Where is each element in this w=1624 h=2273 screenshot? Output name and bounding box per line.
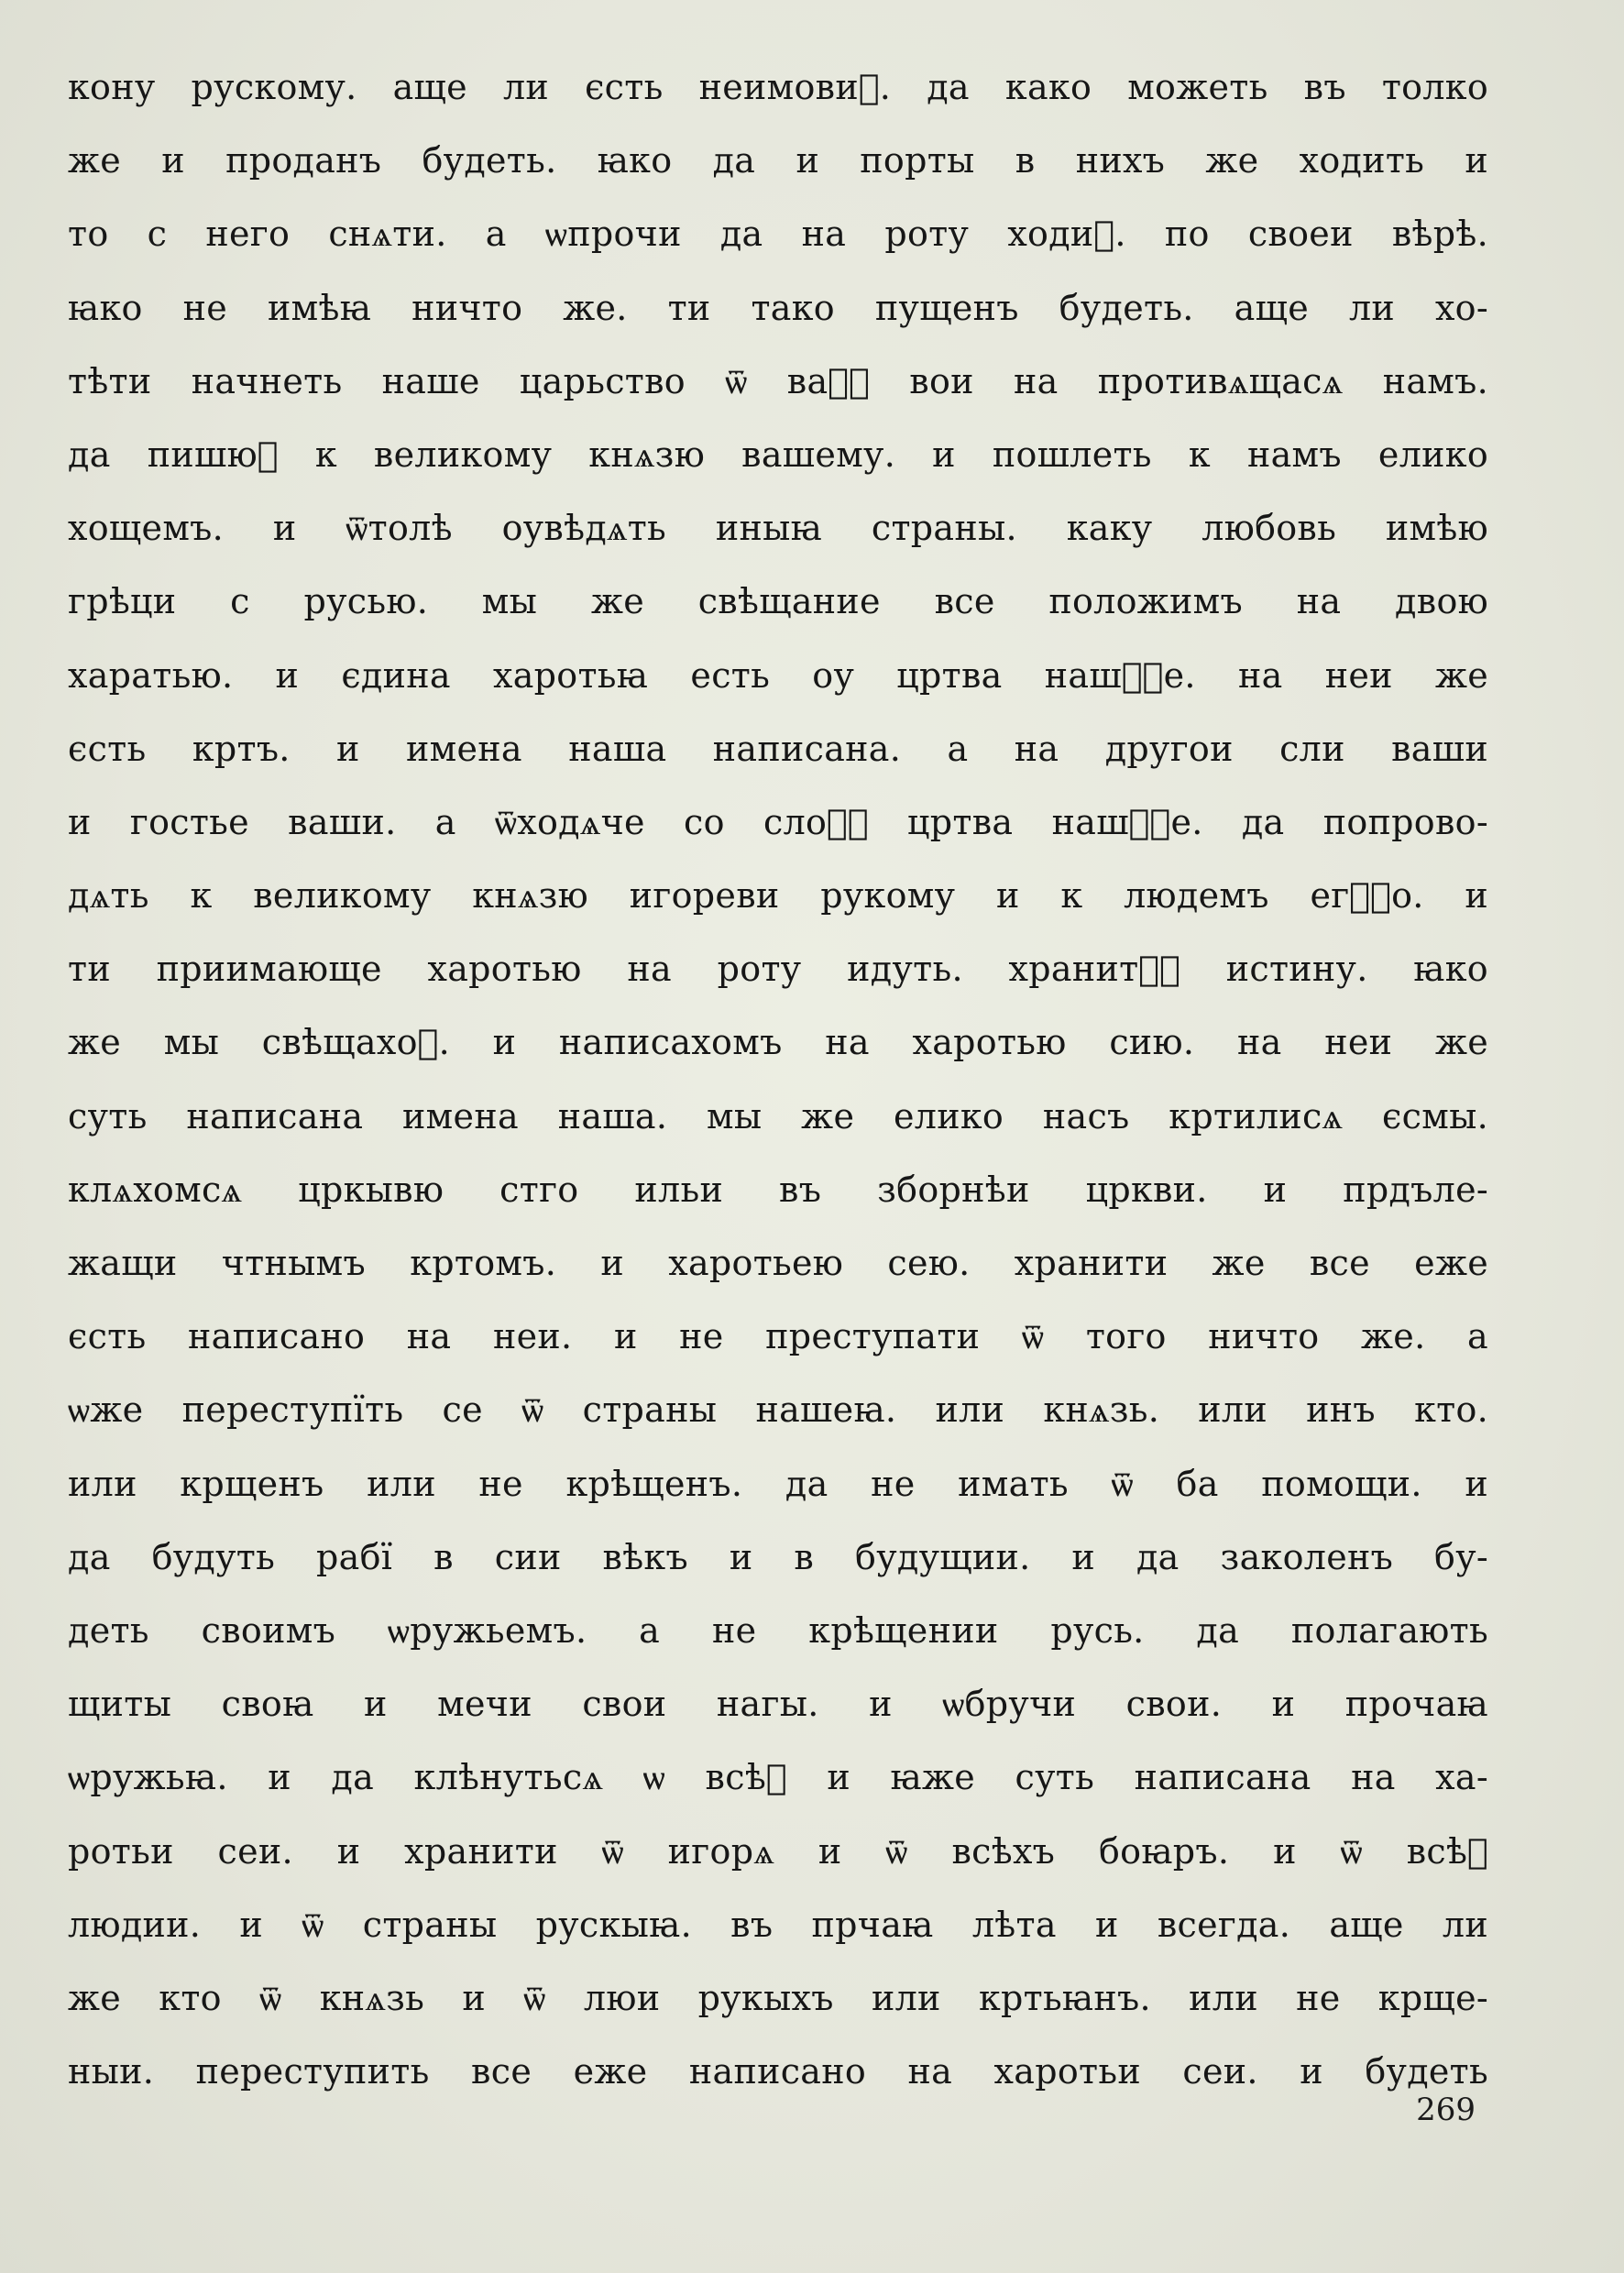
- page-text-block: [68, 50, 1488, 2108]
- page-number: 269: [1416, 2092, 1476, 2128]
- text-line-17: жащи чтнымъ кртомъ. и харотьею сею. хранити же все еже: [68, 1243, 1488, 1283]
- text-line-18: єсть написано на неи. и не преступати ѿ того ничто же. а: [68, 1316, 1488, 1357]
- text-line-19: ѡже переступїть се ѿ страны нашеꙗ. или кнѧзь. или инъ кто.: [68, 1389, 1488, 1431]
- text-line-6: да пишюⷮ к великому кнѧзю вашему. и пошлеть к намъ елико: [68, 434, 1488, 475]
- text-line-11: и гостье ваши. а ѿходѧче со слоⷨ҇ цртва нашⷭ҇е. да попрово-: [68, 801, 1488, 842]
- text-line-12: дѧть к великому кнѧзю игореви рукому и к людемъ егⷭ҇о. и: [68, 875, 1488, 917]
- text-line-15: суть написана имена наша. мы же елико насъ кртилисѧ єсмы.: [68, 1095, 1488, 1136]
- text-line-5: тѣти начнеть наше царьство ѿ ваⷭ҇ вои на противѧщасѧ намъ.: [68, 360, 1488, 401]
- text-line-10: єсть кртъ. и имена наша написана. а на другои сли ваши: [68, 728, 1488, 769]
- text-line-14: же мы свѣщахоⷨ. и написахомъ на харотью сию. на неи же: [68, 1022, 1488, 1063]
- text-line-23: щиты своꙗ и мечи свои нагы. и ѡбручи свои. и прочаꙗ: [68, 1684, 1488, 1725]
- text-line-24: ѡружьꙗ. и да клѣнутьсѧ ѡ всѣⷨ и ꙗже суть написана на ха-: [68, 1757, 1488, 1798]
- text-line-9: харатью. и єдина харотьꙗ есть оу цртва нашⷪ҇е. на неи же: [68, 654, 1488, 696]
- text-line-8: грѣци с русью. мы же свѣщание все положимъ на двою: [68, 581, 1488, 622]
- text-line-4: ꙗко не имѣꙗ ничто же. ти тако пущенъ будеть. аще ли хо-: [68, 287, 1488, 328]
- text-line-13: ти приимающе харотью на роту идуть. хранитⷤ҇ истину. ꙗко: [68, 949, 1488, 990]
- text-line-26: людии. и ѿ страны рускыꙗ. въ прчаꙗ лѣта и всегда. аще ли: [68, 1904, 1488, 1945]
- text-line-22: деть своимъ ѡружьемъ. а не крѣщении русь. да полагають: [68, 1609, 1488, 1651]
- text-line-28: ныи. переступить все еже написано на харотьи сеи. и будеть: [68, 2051, 1488, 2092]
- text-line-25: ротьи сеи. и хранити ѿ игорѧ и ѿ всѣхъ боꙗръ. и ѿ всѣⷯ: [68, 1830, 1488, 1872]
- text-line-1: кону рускому. аще ли єсть неимовиⷮ. да како можеть въ толко: [68, 67, 1488, 107]
- text-line-21: да будуть рабї в сии вѣкъ и в будущии. и да заколенъ бу-: [68, 1536, 1488, 1577]
- text-line-3: то с него снѧти. а ѡпрочи да на роту ходиⷮ. по своеи вѣрѣ.: [68, 214, 1488, 255]
- text-line-7: хощемъ. и ѿтолѣ оувѣдѧть иныꙗ страны. каку любовь имѣю: [68, 508, 1488, 549]
- text-line-16: клѧхомсѧ цркывю стго ильи въ зборнѣи цркви. и прдълe-: [68, 1169, 1488, 1210]
- text-line-2: же и проданъ будеть. ꙗко да и порты в нихъ же ходить и: [68, 140, 1488, 181]
- text-line-20: или крщенъ или не крѣщенъ. да не имать ѿ ба помощи. и: [68, 1463, 1488, 1504]
- text-line-27: же кто ѿ кнѧзь и ѿ люи рукыхъ или кртьꙗнъ. или не крще-: [68, 1977, 1488, 2018]
